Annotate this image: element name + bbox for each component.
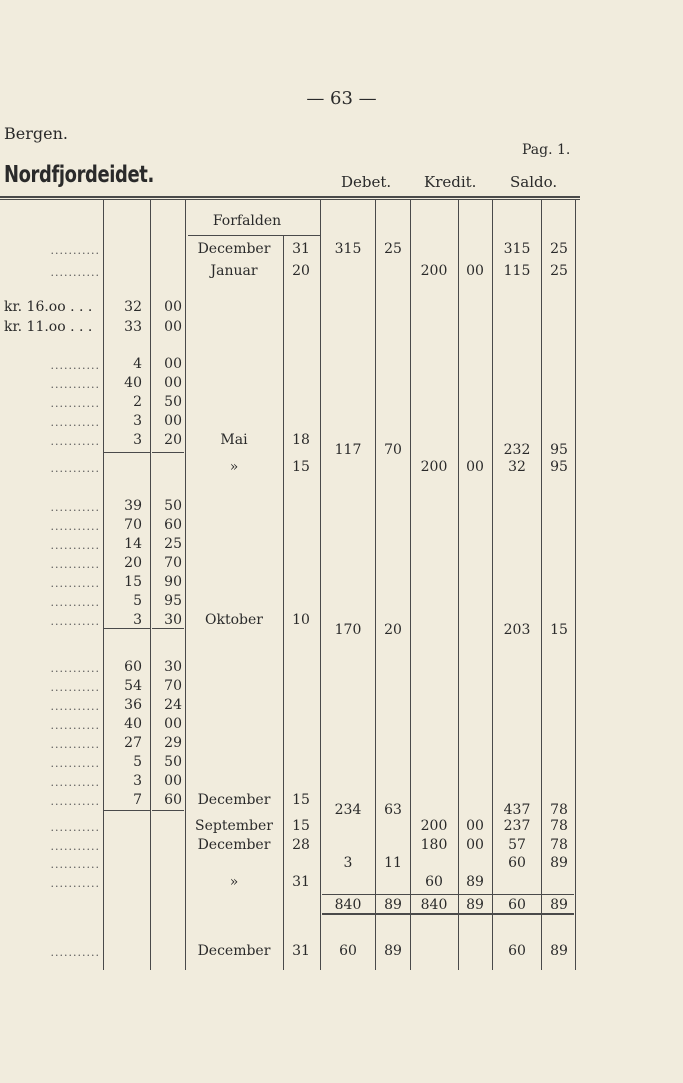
due-day: 28 <box>292 837 310 853</box>
item-kroner: 27 <box>124 735 142 751</box>
saldo-ore: 78 <box>550 802 568 818</box>
item-kroner: 3 <box>133 432 142 448</box>
total-debet-kroner: 840 <box>334 897 362 913</box>
col-divider <box>320 200 321 970</box>
leader-dots: ........... <box>50 821 100 834</box>
group-rule <box>152 452 184 453</box>
item-kroner: 40 <box>124 716 142 732</box>
leader-dots: ........... <box>50 840 100 853</box>
saldo-ore: 78 <box>550 837 568 853</box>
page-reference: Pag. 1. <box>522 142 571 158</box>
due-month: December <box>197 837 271 853</box>
item-kroner: 4 <box>133 356 142 372</box>
leader-dots: ........... <box>50 577 100 590</box>
saldo-kroner: 32 <box>508 459 526 475</box>
kredit-kroner: 200 <box>420 818 448 834</box>
item-kroner: 14 <box>124 536 142 552</box>
forfalden-rule <box>188 235 320 236</box>
saldo-ore: 95 <box>550 442 568 458</box>
due-month: September <box>195 818 273 834</box>
saldo-kroner: 115 <box>503 263 531 279</box>
col-divider <box>458 200 459 970</box>
item-kroner: 54 <box>124 678 142 694</box>
group-rule <box>152 810 184 811</box>
item-ore: 50 <box>164 754 182 770</box>
saldo-ore: 95 <box>550 459 568 475</box>
item-kroner: 5 <box>133 754 142 770</box>
saldo-header: Saldo. <box>510 173 558 191</box>
totals-rule <box>322 894 574 895</box>
item-kroner: 70 <box>124 517 142 533</box>
saldo-ore: 15 <box>550 622 568 638</box>
account-title: Nordfjordeidet. <box>4 162 154 188</box>
item-ore: 30 <box>164 659 182 675</box>
item-kroner: 20 <box>124 555 142 571</box>
item-kroner: 2 <box>133 394 142 410</box>
debet-kroner: 315 <box>334 241 362 257</box>
debet-kroner: 3 <box>343 855 353 871</box>
debet-ore: 63 <box>384 802 402 818</box>
carry-debet-ore: 89 <box>384 943 402 959</box>
col-divider <box>150 200 151 970</box>
item-ore: 30 <box>164 612 182 628</box>
header-rule-thin <box>0 199 580 200</box>
saldo-kroner: 237 <box>503 818 531 834</box>
due-day: 18 <box>292 432 310 448</box>
kredit-ore: 00 <box>466 818 484 834</box>
debet-kroner: 234 <box>334 802 362 818</box>
kredit-kroner: 60 <box>425 874 443 890</box>
item-kroner: 33 <box>124 319 142 335</box>
kredit-kroner: 180 <box>420 837 448 853</box>
due-day: 15 <box>292 818 310 834</box>
due-day: 15 <box>292 792 310 808</box>
due-month: Mai <box>220 432 248 448</box>
kredit-ore: 00 <box>466 837 484 853</box>
leader-dots: ........... <box>50 795 100 808</box>
item-ore: 50 <box>164 498 182 514</box>
saldo-ore: 25 <box>550 241 568 257</box>
leader-dots: ........... <box>50 397 100 410</box>
saldo-ore: 25 <box>550 263 568 279</box>
item-kroner: 3 <box>133 773 142 789</box>
saldo-kroner: 203 <box>503 622 531 638</box>
item-kroner: 3 <box>133 612 142 628</box>
item-ore: 70 <box>164 678 182 694</box>
debet-ore: 70 <box>384 442 402 458</box>
due-month: » <box>229 459 239 475</box>
debet-kroner: 170 <box>334 622 362 638</box>
leader-dots: ........... <box>50 877 100 890</box>
total-kredit-kroner: 840 <box>420 897 448 913</box>
col-divider <box>492 200 493 970</box>
item-kroner: 36 <box>124 697 142 713</box>
leader-dots: ........... <box>50 501 100 514</box>
leader-dots: ........... <box>50 858 100 871</box>
item-kroner: 7 <box>133 792 142 808</box>
col-divider <box>283 235 284 970</box>
debet-ore: 20 <box>384 622 402 638</box>
saldo-kroner: 437 <box>503 802 531 818</box>
leader-dots: ........... <box>50 757 100 770</box>
leader-dots: ........... <box>50 946 100 959</box>
group-rule <box>152 628 184 629</box>
item-ore: 60 <box>164 792 182 808</box>
leader-dots: ........... <box>50 266 100 279</box>
leader-dots: ........... <box>50 462 100 475</box>
total-saldo-kroner: 60 <box>508 897 526 913</box>
leader-dots: ........... <box>50 662 100 675</box>
item-ore: 60 <box>164 517 182 533</box>
item-ore: 00 <box>164 716 182 732</box>
carry-month: December <box>197 943 271 959</box>
kredit-ore: 00 <box>466 459 484 475</box>
item-kroner: 40 <box>124 375 142 391</box>
saldo-kroner: 232 <box>503 442 531 458</box>
leader-dots: ........... <box>50 244 100 257</box>
due-day: 20 <box>292 263 310 279</box>
due-month: December <box>197 792 271 808</box>
saldo-kroner: 57 <box>508 837 526 853</box>
leader-dots: ........... <box>50 776 100 789</box>
col-divider <box>575 200 576 970</box>
item-kroner: 32 <box>124 299 142 315</box>
kredit-header: Kredit. <box>424 173 477 191</box>
leader-dots: ........... <box>50 539 100 552</box>
total-kredit-ore: 89 <box>466 897 484 913</box>
item-ore: 00 <box>164 413 182 429</box>
carry-saldo-ore: 89 <box>550 943 568 959</box>
col-divider <box>185 200 186 970</box>
saldo-ore: 89 <box>550 855 568 871</box>
leader-dots: ........... <box>50 596 100 609</box>
leader-dots: ........... <box>50 558 100 571</box>
kredit-ore: 00 <box>466 263 484 279</box>
leader-dots: ........... <box>50 700 100 713</box>
leader-dots: ........... <box>50 719 100 732</box>
item-label: kr. 11.oo . . . <box>4 319 93 335</box>
item-ore: 95 <box>164 593 182 609</box>
page-number: — 63 — <box>306 88 377 109</box>
item-ore: 00 <box>164 319 182 335</box>
leader-dots: ........... <box>50 378 100 391</box>
leader-dots: ........... <box>50 681 100 694</box>
col-divider <box>541 200 542 970</box>
col-divider <box>375 200 376 970</box>
totals-double-rule <box>322 913 574 915</box>
due-month: Januar <box>210 263 258 279</box>
due-month: December <box>197 241 271 257</box>
due-day: 15 <box>292 459 310 475</box>
item-ore: 00 <box>164 356 182 372</box>
debet-header: Debet. <box>341 173 392 191</box>
kredit-kroner: 200 <box>420 459 448 475</box>
item-ore: 00 <box>164 299 182 315</box>
item-ore: 24 <box>164 697 182 713</box>
item-ore: 70 <box>164 555 182 571</box>
item-ore: 50 <box>164 394 182 410</box>
total-saldo-ore: 89 <box>550 897 568 913</box>
carry-saldo-kroner: 60 <box>508 943 526 959</box>
total-debet-ore: 89 <box>384 897 402 913</box>
carry-day: 31 <box>292 943 310 959</box>
item-kroner: 3 <box>133 413 142 429</box>
item-ore: 29 <box>164 735 182 751</box>
item-kroner: 15 <box>124 574 142 590</box>
saldo-kroner: 315 <box>503 241 531 257</box>
item-ore: 20 <box>164 432 182 448</box>
item-kroner: 60 <box>124 659 142 675</box>
item-kroner: 39 <box>124 498 142 514</box>
debet-ore: 11 <box>384 855 402 871</box>
group-rule <box>104 452 150 453</box>
due-day: 31 <box>292 241 310 257</box>
item-label: kr. 16.oo . . . <box>4 299 93 315</box>
leader-dots: ........... <box>50 416 100 429</box>
saldo-ore: 78 <box>550 818 568 834</box>
forfalden-header: Forfalden <box>212 213 282 229</box>
header-rule <box>0 196 580 198</box>
due-month: Oktober <box>205 612 263 628</box>
debet-kroner: 117 <box>334 442 362 458</box>
item-ore: 00 <box>164 375 182 391</box>
kredit-ore: 89 <box>466 874 484 890</box>
group-rule <box>104 628 150 629</box>
debet-ore: 25 <box>384 241 402 257</box>
item-ore: 00 <box>164 773 182 789</box>
due-month: » <box>229 874 239 890</box>
item-ore: 90 <box>164 574 182 590</box>
due-day: 10 <box>292 612 310 628</box>
leader-dots: ........... <box>50 359 100 372</box>
leader-dots: ........... <box>50 435 100 448</box>
item-kroner: 5 <box>133 593 142 609</box>
group-rule <box>104 810 150 811</box>
col-divider <box>410 200 411 970</box>
leader-dots: ........... <box>50 615 100 628</box>
leader-dots: ........... <box>50 520 100 533</box>
saldo-kroner: 60 <box>508 855 526 871</box>
leader-dots: ........... <box>50 738 100 751</box>
item-ore: 25 <box>164 536 182 552</box>
due-day: 31 <box>292 874 310 890</box>
carry-debet-kroner: 60 <box>339 943 357 959</box>
city-label: Bergen. <box>4 124 68 143</box>
kredit-kroner: 200 <box>420 263 448 279</box>
